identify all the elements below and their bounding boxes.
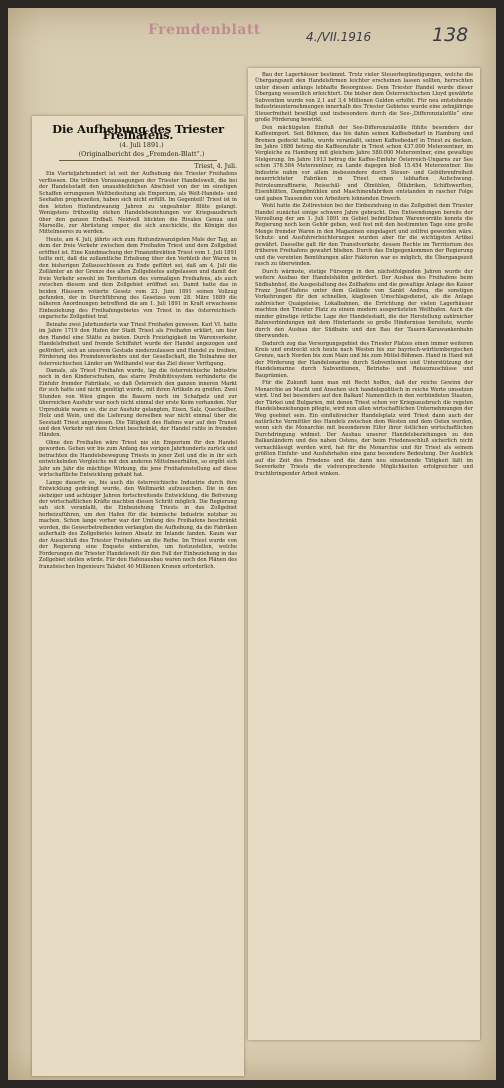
- paragraph: Beinahe zwei Jahrhunderte war Triest Freihafen gewesen. Karl VI. hatte im Jahre 1719 den Hafen der Stadt Triest als Freihafen erklärt, um hier den Handel eine Stätte zu bieten. Durch Freizügigkeit im Warenverkehr, Handelsfreiheit und fremde Schiffahrt wurde der Handel angezogen und gefördert, sich an unserem Gestade niederzulassen und Handel zu treiben, Förderung des Fremdenverkehrs und der Gesellschaft, die Teilnahme der österreichischen Länder am Welthandel war das Ziel dieser Verfügung.: [39, 321, 237, 367]
- handwritten-date: 4./VII.1916: [306, 30, 372, 44]
- left-column-body: [32, 116, 244, 575]
- paragraph: Wohl hatte die Zollrevision bei der Einbeziehung in das Zollgebiet dem Triester Handel zunächst einige schwere Jahre gebracht. Den Entwendungen bereits der Verzollung der am 1. Juli 1891 im Gebiet befindlichen Warenvorräte konnte die Regierung noch kein Gehör geben, weil fest mit den bestimmten Tage eine große Menge fremder Waren in den Magazinen eingelagert und zollfrei geworden wäre. Schutz- und Ausfuhrerleichterungen wurden aber für die wichtigsten Artikel gewährt. Dasselbe galt für den Transitverkehr, dessen Rechte im Territorium des früheren Freihafens gewahrt blieben. Durch das Entgegenkommen der Regierung und die vereinten Bemühungen aller Faktoren war es möglich, die Übergangszeit rasch zu überwinden.: [255, 203, 473, 268]
- paragraph: Dadurch zog das Versorgungsgebiet des Triester Platzes einen immer weiteren Kreis und erstreckt sich heute nach Westen bis zur bayrisch-württembergischen Grenze, nach Norden bis zum Main und bis zum Mittel-Böhmen. Hand in Hand mit der Förderung der Handelsmarine durch Subventionen und Unterstützung der Handelsmarine durch Subventionen, Betriebs- und Reiseznuschüsse und Bauprämien.: [255, 340, 473, 379]
- article-title: Die Aufhebung des Triester Freihafens.: [52, 122, 224, 143]
- paragraph: Den mächtigsten Einfluß der See-Differenzialzölle fühlte besonders der Kaffeeimport. Seit Böhmen, das bis dahin seinen Kaffeebedarf in Hamburg und Bremen gedeckt hatte, wurde veranlaßt, seinen Kaffeebedarf in Triest zu decken. Im Jahre 1886 betrug die Kaffeezufuhr in Triest schon 437.000 Meterzentner, im Vergleiche zu Hamburg mit gleichem Jahre 580.000 Meterzentner, eine gewaltige Steigerung. Im Jahre 1913 betrug die Kaffee-Einfuhr Österreich-Ungarns zur See schon 378.584 Meterzentner, zu Lande dagegen bloß 15.454 Meterzentner. Die Industrie nahm vor allem insbesondere durch Steuer- und Gebührenfreiheit neuerrichteter Fabriken in Triest einen lebhaften Aufschwung. Petroleumraffinerie, Reisschäl- und Ölmühlen, Ölfabriken, Schiffswerften, Eisenhütten, Dampfmühlen und Maschinenfabriken entstanden in rascher Folge und gaben Tausenden von Arbeitern lohnenden Erwerb.: [255, 124, 473, 202]
- clipping-left-column: [32, 116, 244, 1076]
- right-column-body: [248, 68, 480, 482]
- article-source: (Originalbericht des „Fremden-Blatt“.): [78, 149, 205, 158]
- article-dateline: Triest, 4. Juli.: [194, 162, 237, 170]
- paragraph: Für die Zukunft kann man mit Recht hoffen, daß der reiche Gewinn der Monarchie an Macht und Ansehen sich handelspolitisch in reiche Werte umsetzen wird. Und bei besonders auf den Balkan! Namentlich in den verbündeten Staaten, der Türkei und Bulgarien, mit denen Triest schon vor Kriegsausbruch die regsten Handelsbeziehungen pflegte, wird nun allen wirtschaftlichen Unternehmungen der Weg geebnet sein. Ein einflußreicher Handelsplatz wird Triest dann auch der natürliche Vermittler des Handels zwischen dem Westen und dem Osten werden, wenn sich die Monarchie mit besonderem Eifer ihrer östlichen wirtschaftlichen Durchdringung widmet. Der Ausbau unserer Handelsbeziehungen zu den Balkanländern und des nahen Ostens, der beim Friedensschluß sicherlich nicht vernachlässigt werden wird, hat für die Monarchie und für Triest als seinem größten Einfuhr- und Ausfuhrhafen eine ganz besondere Bedeutung. Der Ausblick auf die Zeit des Friedens und die dann neu einsetzende Tätigkeit läßt im Seeverkehr Triests die vielversprechende Möglichkeiten erfolgreicher und fruchtbringender Arbeit winken.: [255, 380, 473, 477]
- paragraph: Heute, am 4. Juli, jährte sich zum fünfundzwanzigsten Male der Tag, an dem der freie Verkehr zwischen dem Freihafen Triest und dem Zollgebiet eröffnet ist. Eine Kundmachung der Finanzdirektion Triest vom 1. Juli 1891 teilte mit, daß die zollamtliche Erhebung über den Verbleib der Waren in den bisherigen Zollausschüssen zu Ende geführt sei, daß am 4. Juli die Zollämter an der Grenze des alten Zollgebietes aufgelassen und damit der freie Verkehr sowohl im Territorium des vormaligen Freihafens, als auch zwischen diesem und dem Zollgebiet eröffnet sei. Damit hatte das in beiden Häusern votierte Gesetz vom 23. Juni 1891 seinen Vollzug gefunden, der in Durchführung des Gesetzes vom 28. März 1889 die näheren Anordnungen betreffend die am 1. Juli 1891 in Kraft erwachsene Einbeziehung des Freihafengebietes von Triest in das österreichisch-ungarische Zollgebiet traf.: [39, 236, 237, 321]
- paragraph: Damals, als Triest Freihafen wurde, lag die österreichische Industrie noch in den Kinderschuhen, das starre Prohibitivsystem verhinderte die Einfuhr fremder Fabrikate, so daß Österreich den ganzen inneren Markt für sich hatte und nicht genötigt wurde, mit ihren Artikeln zu greifen. Zwei Stunden von Wien gingen die Bauern noch im Schafpelz und zur überreichen Ausfuhr war noch nicht einmal der erste Keim vorhanden. Nur Urprodukte waren es, die zur Ausfuhr gelangten, Eisen, Salz, Quecksilber, Holz und Wein, und die Lieferung derselben war nicht einmal über die Seestadt Triest angewiesen. Die Tätigkeit des Hafens war auf den Transit und den Verkehr mit dem Orient beschränkt, der Handel ruhte in fremden Händen.: [39, 367, 237, 439]
- clipping-right-column: [248, 68, 480, 1040]
- handwritten-page-number: 138: [432, 24, 469, 46]
- paragraph: Durch wärmste, stetige Fürsorge in den nächstfolgenden Jahren wurde der weitere Ausbau der Handelshäfen gefördert. Der Ausbau des Freihafens beim Südbahnhof, die Ausgestaltung des Zollhafens und die gewaltige Anlage des Kaiser Franz Josef-Hafens unter dem Gelände von Sankt Andrea, die sonstigen Vorkehrungen für den schnellen, klaglosen Umschlagsdienst, als die Anlage zahlreicher Quaigeleise, Lokalbahnen, die Errichtung der vielen Lagerhäuser machten den Triester Platz zu einem modern ausgerüsteten Welthafen. Auch die minder günstige örtliche Lage der Handelsstadt, die der Herstellung zahlreicher Bahnverbindungen mit dem Hinterlande so große Hindernisse bereitete, wurde durch den Ausbau der Südbahn und den Bau der Tauern-Karawankenbahn überwunden.: [255, 268, 473, 340]
- scrapbook-page: [8, 8, 496, 1080]
- paragraph: Lange dauerte es, bis auch die österreichische Industrie durch ihre Entwicklung gedrängt wurde, den Weltmarkt aufzusuchen. Die in den siebziger und achtziger Jahren fortschreitende Entwicklung, die Befreiung der wirtschaftlichen Kräfte machten diesen Schritt möglich. Die Regierung sah sich veranlaßt, die Einbeziehung Triests in das Zollgebiet herbeizuführen, um den Hafen für die heimische Industrie nutzbar zu machen. Schon lange vorher war der Umfang des Freihafens beschränkt worden, die Gewerbetreibenden verlangten die Aufhebung, da die Fabriken außerhalb des Zollgebietes keinen Absatz im Inlande fanden. Kaum war der Ausschluß des Triester Freihafens an die Reihe. Im Triest wurde von der Regierung eine Enquete einberufen, um festzustellen, welche Forderungen die Triester Handelswelt für den Fall der Einbeziehung in das Zollgebiet stellen würde. Für den Hafenausbau waren noch den Plänen des französischen Ingenieurs Talabot 40 Millionen Kronen erforderlich.: [39, 479, 237, 570]
- paragraph: Bau der Lagerhäuser bestimmt. Trotz vieler Steuerbegünstigungen, welche die Übergangszeit den Handelsfirmen leichter erscheinen lassen sollten, herrschten unter diesen anfangs lebhafte Besorgnisse. Dem Triester Handel wurde dieser Übergang wesentlich erleichtert. Die bisher dem Österreichischen Lloyd gewährte Subvention wurde von 2,1 auf 3,4 Millionen Gulden erhöht. Für neu entstehende Industrieunternehmungen innerhalb des Triester Gebietes wurde eine zehnjährige Steuerfreiheit bewilligt und insbesondere durch die See-„Differenzialzölle“ eine große Förderung bewirkt.: [255, 72, 473, 124]
- paragraph: Ohne den Freihafen wäre Triest nie ein Emporium für den Handel geworden. Gehen wir bis zum Anfang des vorigen Jahrhunderts zurück und betrachten die Handelsbewegung Triests in jener Zeit und die in ihr sich entwickelnden Vergleiche mit den anderen Mittelmeerhäfen, so ergibt sich Jahr um Jahr die mächtige Wirkung, die jene Freihafenstellung auf diese wirtschaftliche Entwicklung gehabt hat.: [39, 439, 237, 479]
- title-divider: [59, 160, 217, 161]
- paragraph: Ein Vierteljahrhundert ist seit der Aufhebung des Triester Freihafens verflossen. Die trüben Voraussagungen der Triester Handelswelt, die bei der Handelsstadt den unausbleiblichen Abschied von der im einstigen Schaffen errungenen Weltbedeutung als Emporium, als Welt-Handels- und Seehafen prophezeiten, haben sich nicht erfüllt. Im Gegenteil! Triest ist in den letzten fünfundzwanzig Jahren zu ungeahnter Blüte gelangt. Wenigstens frühzeitig stehen Handelsbeziehungen vor Kriegsausbruch über den ganzen Erdball. Neidvoll blickten die Rivalen Genua und Marseille, zur Abrüstung empor, die sich anschickte, die Königin des Mittelmeeres zu werden.: [39, 171, 237, 236]
- article-date: (4. Juli 1891.): [119, 140, 164, 149]
- newspaper-stamp: Fremdenblatt: [148, 22, 261, 38]
